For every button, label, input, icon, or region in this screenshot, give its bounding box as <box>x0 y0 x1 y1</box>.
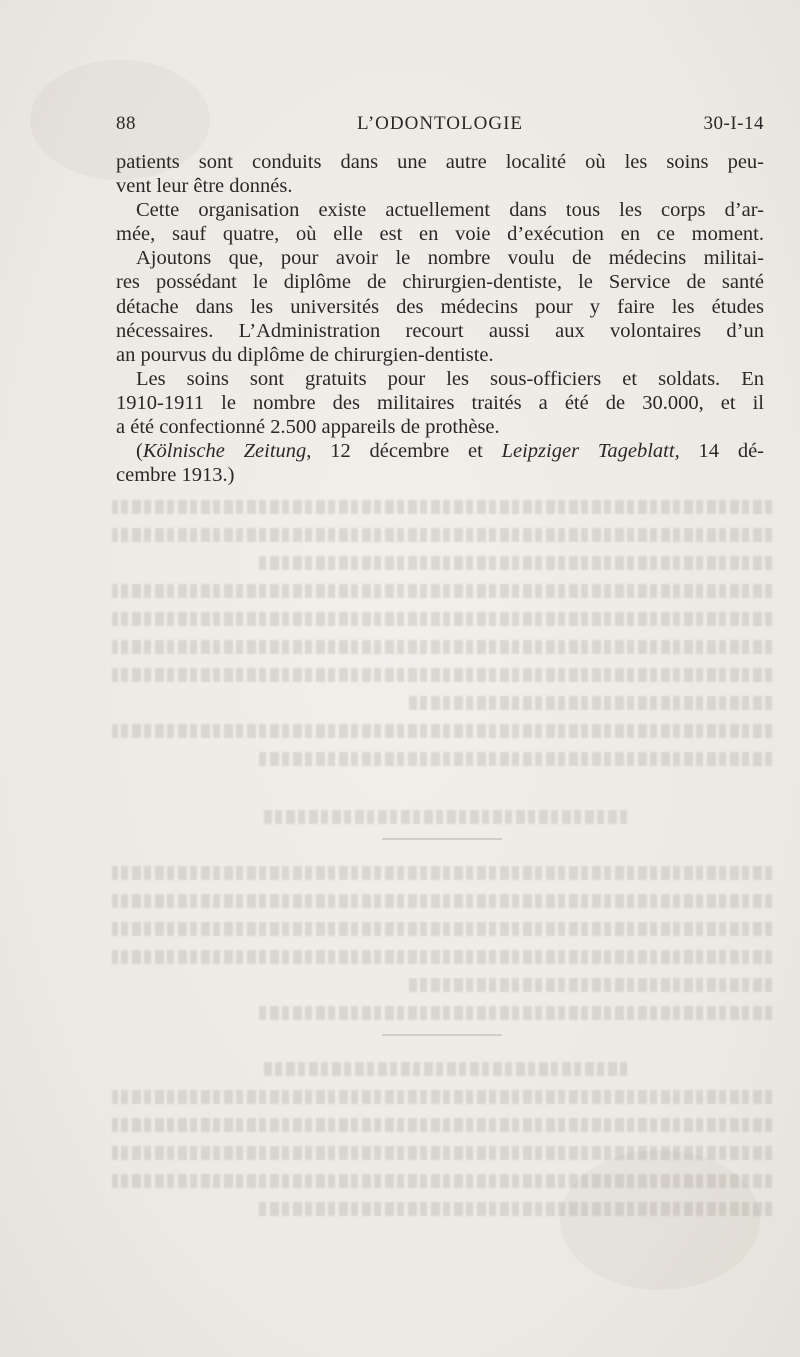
text-line: 1910-1911 le nombre des militaires traités a été de 30.000, et il <box>116 391 764 414</box>
citation-open: ( <box>136 440 143 463</box>
page-number: 88 <box>116 113 136 134</box>
citation-text: , 12 décembre et <box>306 440 502 463</box>
source-title: Leipziger Tageblatt, <box>501 440 680 463</box>
text-line: an pourvus du diplôme de chirurgien-dentiste. <box>116 343 494 366</box>
citation-line <box>116 439 764 463</box>
issue-date: 30-I-14 <box>703 113 764 134</box>
citation-line: cembre 1913.) <box>116 464 235 487</box>
article-body <box>116 150 764 487</box>
text-line: nécessaires. L’Administration recourt aussi aux volontaires d’un <box>116 319 764 342</box>
citation-text: 14 dé- <box>679 440 764 463</box>
text-line: vent leur être donnés. <box>116 175 293 198</box>
text-line: patients sont conduits dans une autre localité où les soins peu- <box>116 151 764 173</box>
journal-title: L’ODONTOLOGIE <box>356 113 524 134</box>
text-line: détache dans les universités des médecins pour y faire les études <box>116 295 764 318</box>
bleed-through-text <box>112 500 772 1250</box>
text-line: mée, sauf quatre, où elle est en voie d’exécution en ce moment. <box>116 223 764 246</box>
text-line: Ajoutons que, pour avoir le nombre voulu de médecins militai- <box>136 247 764 270</box>
text-line: a été confectionné 2.500 appareils de prothèse. <box>116 416 500 439</box>
text-line: res possédant le diplôme de chirurgien-dentiste, le Service de santé <box>116 271 764 294</box>
source-title: Kölnische Zeitung <box>142 440 307 463</box>
text-line: Les soins sont gratuits pour les sous-officiers et soldats. En <box>136 367 764 390</box>
text-line: Cette organisation existe actuellement dans tous les corps d’ar- <box>136 199 764 222</box>
paper-stain <box>560 1150 760 1290</box>
running-header <box>116 113 764 139</box>
